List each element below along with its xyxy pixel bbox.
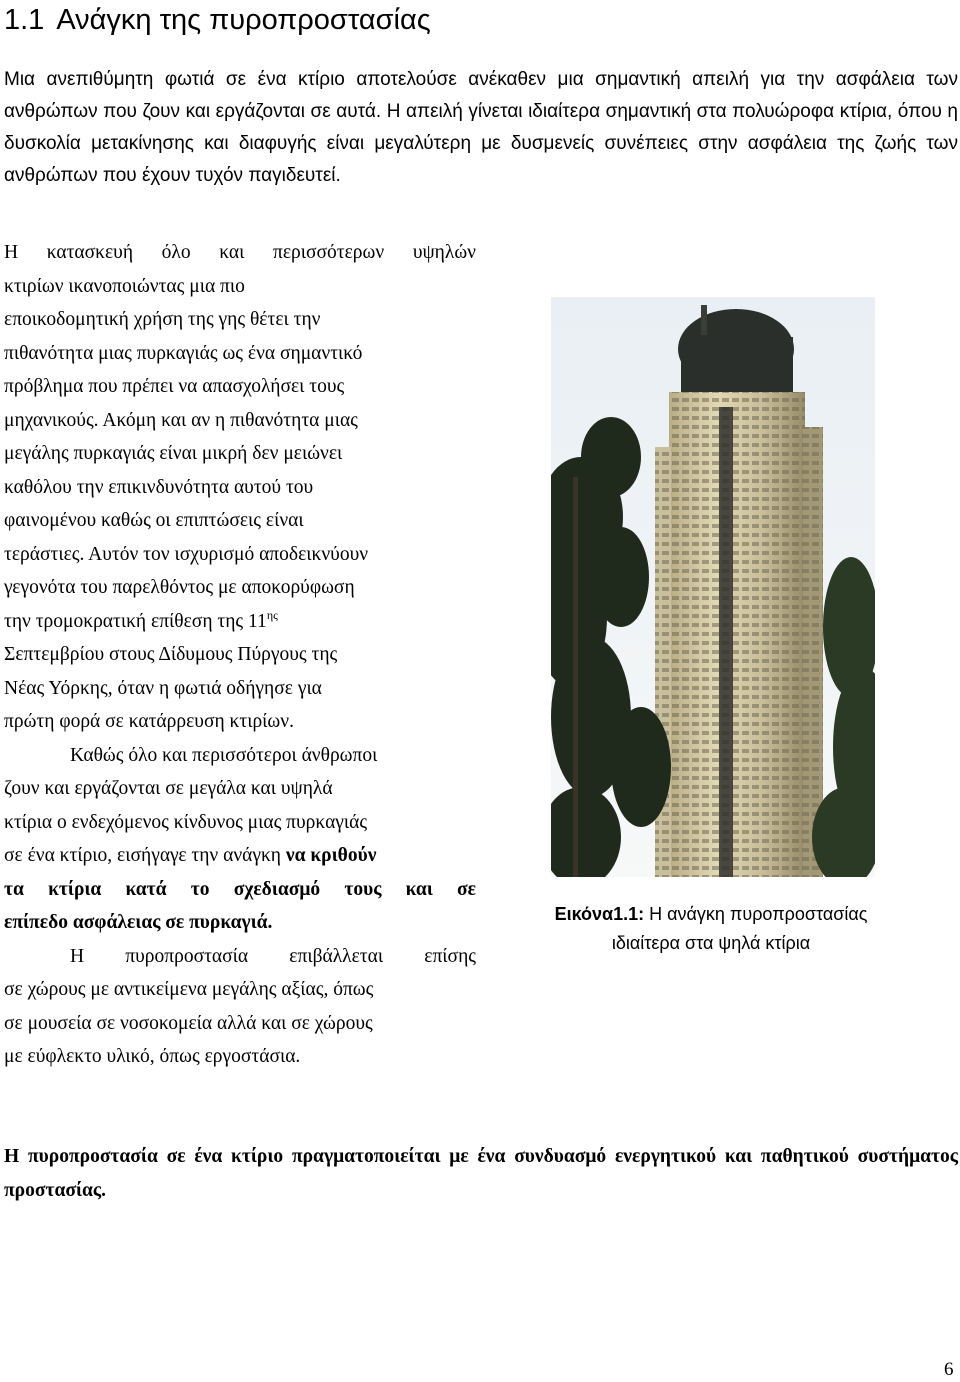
text-line: ζουν και εργάζονται σε μεγάλα και υψηλά: [4, 778, 333, 799]
section-title: Ανάγκη της πυροπροστασίας: [56, 4, 431, 36]
text-line: με εύφλεκτο υλικό, όπως εργοστάσια.: [4, 1046, 301, 1067]
paragraph-people-risk: [4, 739, 476, 940]
caption-line-1: [506, 900, 916, 929]
skyscraper-illustration: [551, 297, 875, 877]
text-line: πρόβλημα που πρέπει να απασχολήσει τους: [4, 376, 345, 397]
text-line: Η κατασκευή όλο και περισσότερων υψηλών: [4, 242, 476, 263]
caption-text: Η ανάγκη πυροπροστασίας: [644, 904, 868, 924]
text-line: καθόλου την επικινδυνότητα αυτού του: [4, 476, 314, 498]
text-line: πρώτη φορά σε κατάρρευση κτιρίων.: [4, 711, 294, 732]
bold-text-run: επίπεδο ασφάλειας σε πυρκαγιά.: [4, 912, 273, 933]
text-line: γεγονότα του παρελθόντος με αποκορύφωση: [4, 577, 355, 598]
text-line: κτίρια ο ενδεχόμενος κίνδυνος μιας πυρκαγιάς: [4, 811, 368, 833]
text-line: εποικοδομητική χρήση της γης θέτει την: [4, 309, 321, 330]
intro-paragraph: Μια ανεπιθύμητη φωτιά σε ένα κτίριο αποτελούσε ανέκαθεν μια σημαντική απειλή για την ασφάλεια των ανθρώπων που ζουν και εργάζονται σε αυτά. Η απειλή γίνεται ιδιαίτερα σημαντική στα πολυώροφα κτίρια, όπου η δυσκολία μετακίνησης και διαφυγής είναι μεγαλύτερη με δυσμενείς συνέπειες στην ασφάλεια της ζωής των ανθρώπων που έχουν τυχόν παγιδευτεί.: [4, 69, 958, 186]
text-line: φαινομένου καθώς οι επιπτώσεις είναι: [4, 510, 304, 531]
caption-line-2: ιδιαίτερα στα ψηλά κτίρια: [611, 933, 811, 953]
bold-text-run: τα κτίρια κατά το σχεδιασμό τους και σε: [4, 878, 476, 900]
text-line: κτιρίων ικανοποιώντας μια πιο: [4, 275, 245, 297]
text-line: Σεπτεμβρίου στους Δίδυμους Πύργους της: [4, 644, 338, 665]
text-line: μηχανικούς. Ακόμη και αν η πιθανότητα μιας: [4, 409, 358, 431]
left-column-text: [4, 236, 476, 1074]
text-line: [4, 605, 476, 639]
caption-label: Εικόνα1.1:: [554, 904, 645, 924]
conclusion-paragraph: Η πυροπροστασία σε ένα κτίριο πραγματοποιείται με ένα συνδυασμό ενεργητικού και παθητικού συστήματος προστασίας.: [4, 1146, 958, 1201]
text-run: σε ένα κτίριο, εισήγαγε την ανάγκη: [4, 845, 286, 866]
bold-text-run: να κριθούν: [285, 845, 377, 866]
page-number: 6: [944, 1359, 954, 1380]
attack-line-text: την τρομοκρατική επίθεση της 11: [4, 610, 267, 632]
text-line: [4, 873, 476, 907]
text-line: Καθώς όλο και περισσότεροι άνθρωποι: [70, 744, 378, 766]
paragraph-valuables: [4, 940, 476, 1074]
text-line: Η πυροπροστασία επιβάλλεται επίσης: [70, 945, 476, 967]
paragraph-high-rise: [4, 236, 476, 739]
text-line: [4, 906, 476, 940]
text-line: Νέας Υόρκης, όταν η φωτιά οδήγησε για: [4, 677, 322, 699]
text-line: μεγάλης πυρκαγιάς είναι μικρή δεν μειώνει: [4, 443, 343, 464]
text-line: σε χώρους με αντικείμενα μεγάλης αξίας, όπως: [4, 979, 374, 1000]
text-line: σε μουσεία σε νοσοκομεία αλλά και σε χώρους: [4, 1012, 373, 1034]
figure-caption: [506, 900, 916, 958]
ordinal-superscript: ης: [266, 607, 278, 622]
skyscraper-photo: [551, 297, 875, 877]
text-line: [4, 839, 476, 873]
text-line: πιθανότητα μιας πυρκαγιάς ως ένα σημαντικό: [4, 342, 363, 364]
section-number: 1.1: [4, 4, 45, 36]
text-line: τεράστιες. Αυτόν τον ισχυρισμό αποδεικνύουν: [4, 543, 369, 565]
section-heading: [4, 0, 904, 40]
